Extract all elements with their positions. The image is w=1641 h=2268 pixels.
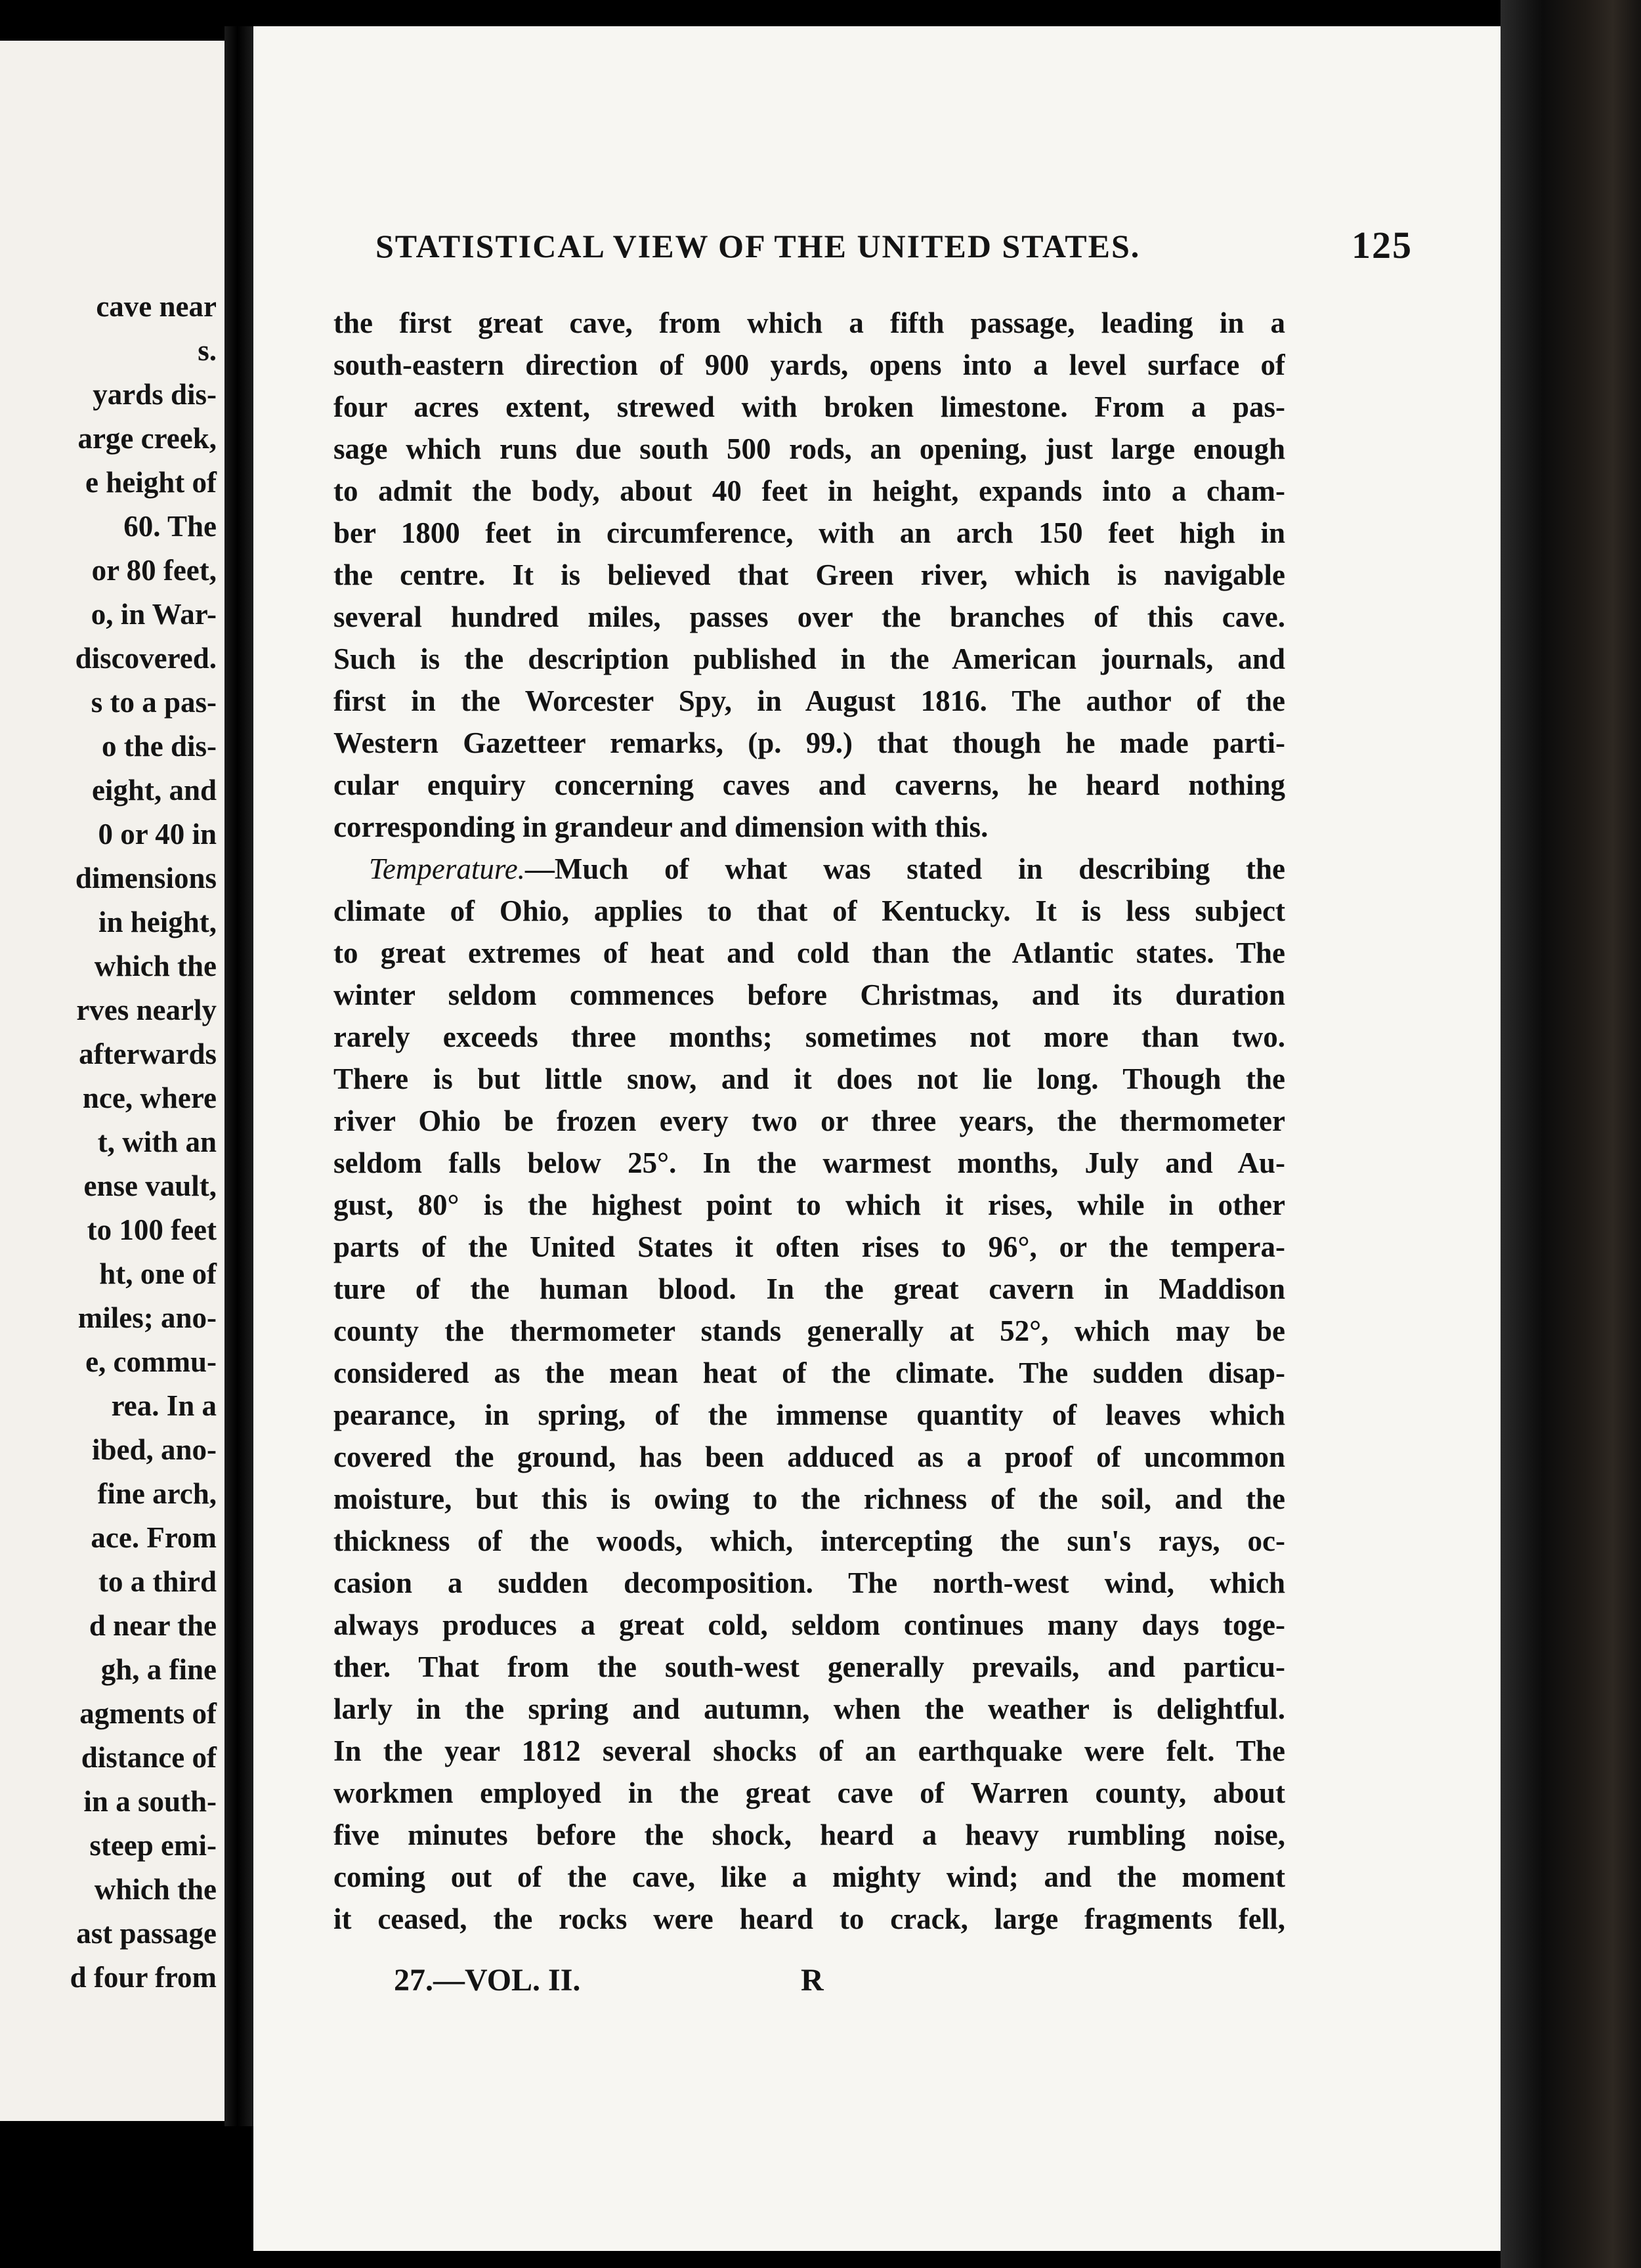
left-line: discovered.: [75, 642, 217, 675]
running-header: [375, 224, 1413, 273]
text-line: climate of Ohio, applies to that of Kentucky. It is less subject: [333, 894, 1285, 927]
left-line: 60. The: [123, 510, 217, 543]
left-line: agments of: [79, 1697, 217, 1730]
text-line: gust, 80° is the highest point to which it rises, while in other: [333, 1188, 1285, 1221]
text-line: In the year 1812 several shocks of an earthquake were felt. The: [333, 1734, 1285, 1767]
left-line: gh, a fine: [100, 1653, 217, 1686]
text-line: it ceased, the rocks were heard to crack, large fragments fell,: [333, 1902, 1285, 1935]
left-line: o, in War-: [91, 598, 217, 631]
text-line: considered as the mean heat of the climate. The sudden disap-: [333, 1356, 1285, 1389]
text-line: larly in the spring and autumn, when the weather is delightful.: [333, 1692, 1285, 1725]
text-line: covered the ground, has been adduced as a proof of uncommon: [333, 1440, 1285, 1473]
left-line: to a third: [98, 1565, 217, 1598]
left-line: which the: [94, 1873, 217, 1906]
left-line: s to a pas-: [91, 686, 217, 719]
text-line: moisture, but this is owing to the richness of the soil, and the: [333, 1482, 1285, 1515]
text-line: four acres extent, strewed with broken limestone. From a pas-: [333, 390, 1285, 423]
text-line: several hundred miles, passes over the branches of this cave.: [333, 600, 1285, 633]
text-line: corresponding in grandeur and dimension with this.: [333, 810, 989, 843]
left-line: s.: [198, 334, 217, 367]
left-line: or 80 feet,: [91, 554, 217, 587]
text-line: winter seldom commences before Christmas, and its duration: [333, 978, 1285, 1011]
left-line: cave near: [96, 290, 217, 323]
left-line: nce, where: [82, 1082, 217, 1114]
text-line: sage which runs due south 500 rods, an opening, just large enough: [333, 432, 1285, 465]
text-line: always produces a great cold, seldom continues many days toge-: [333, 1608, 1285, 1641]
signature-footer: [394, 1962, 1313, 2008]
left-line: dimensions: [75, 862, 217, 894]
left-line: rea. In a: [111, 1389, 217, 1422]
text-line: parts of the United States it often rises to 96°, or the tempera-: [333, 1230, 1285, 1263]
left-line: t, with an: [97, 1125, 217, 1158]
left-line: miles; ano-: [77, 1301, 217, 1334]
left-line: ht, one of: [99, 1257, 217, 1290]
left-line: to 100 feet: [87, 1213, 217, 1246]
left-line: ense vault,: [83, 1169, 217, 1202]
text-line-rest: —Much of what was stated in describing the: [524, 852, 1285, 885]
text-line: to admit the body, about 40 feet in height, expands into a cham-: [333, 474, 1285, 507]
text-line: south-eastern direction of 900 yards, opens into a level surface of: [333, 348, 1285, 381]
text-line: ber 1800 feet in circumference, with an arch 150 feet high in: [333, 516, 1285, 549]
text-line: casion a sudden decomposition. The north-west wind, which: [333, 1566, 1285, 1599]
running-title: STATISTICAL VIEW OF THE UNITED STATES.: [375, 228, 1141, 264]
text-line: river Ohio be frozen every two or three years, the thermometer: [333, 1104, 1285, 1137]
left-line: d four from: [70, 1961, 217, 1994]
left-line: yards dis-: [93, 378, 217, 411]
temperature-heading: Temperature.: [369, 852, 525, 885]
body-text: [333, 302, 1285, 1940]
left-line: e height of: [85, 466, 217, 499]
text-line: workmen employed in the great cave of Warren county, about: [333, 1776, 1285, 1809]
text-line: the centre. It is believed that Green river, which is navigable: [333, 558, 1285, 591]
text-line: coming out of the cave, like a mighty wind; and the moment: [333, 1860, 1285, 1893]
left-page-fragment: [0, 41, 224, 2121]
left-line: afterwards: [79, 1038, 217, 1070]
left-line: d near the: [89, 1609, 217, 1642]
left-line: ast passage: [76, 1917, 217, 1950]
left-page-lines: [0, 285, 222, 2000]
left-line: ace. From: [91, 1521, 217, 1554]
left-line: in height,: [98, 906, 217, 938]
left-line: in a south-: [83, 1785, 217, 1818]
text-line: thickness of the woods, which, intercepting the sun's rays, oc-: [333, 1524, 1285, 1557]
left-line: ibed, ano-: [91, 1433, 217, 1466]
paragraph-start-line: [333, 848, 1285, 890]
text-line: ther. That from the south-west generally prevails, and particu-: [333, 1650, 1285, 1683]
left-line: which the: [94, 950, 217, 982]
left-line: fine arch,: [97, 1477, 217, 1510]
text-line: Such is the description published in the American journals, and: [333, 642, 1285, 675]
text-line: ture of the human blood. In the great cavern in Maddison: [333, 1272, 1285, 1305]
left-line: 0 or 40 in: [98, 818, 217, 850]
text-line: seldom falls below 25°. In the warmest months, July and Au-: [333, 1146, 1285, 1179]
left-line: arge creek,: [77, 422, 217, 455]
text-line: county the thermometer stands generally at 52°, which may be: [333, 1314, 1285, 1347]
text-line: to great extremes of heat and cold than the Atlantic states. The: [333, 936, 1285, 969]
book-fore-edge: [1501, 0, 1641, 2268]
left-line: rves nearly: [76, 994, 217, 1026]
text-line: Western Gazetteer remarks, (p. 99.) that though he made parti-: [333, 726, 1285, 759]
volume-signature: 27.—VOL. II.: [394, 1963, 581, 1998]
left-line: steep emi-: [89, 1829, 217, 1862]
text-line: the first great cave, from which a fifth passage, leading in a: [333, 306, 1285, 339]
gathering-signature: R: [801, 1963, 824, 1998]
text-line: pearance, in spring, of the immense quantity of leaves which: [333, 1398, 1285, 1431]
left-line: o the dis-: [101, 730, 217, 763]
book-gutter: [224, 26, 253, 2126]
left-line: eight, and: [91, 774, 217, 807]
page-number: 125: [1352, 224, 1413, 266]
left-line: distance of: [81, 1741, 217, 1774]
text-line: first in the Worcester Spy, in August 1816. The author of the: [333, 684, 1285, 717]
text-line: cular enquiry concerning caves and caverns, he heard nothing: [333, 768, 1285, 801]
text-line: There is but little snow, and it does not lie long. Though the: [333, 1062, 1285, 1095]
text-line: rarely exceeds three months; sometimes not more than two.: [333, 1020, 1285, 1053]
text-line: five minutes before the shock, heard a heavy rumbling noise,: [333, 1818, 1285, 1851]
right-page: [253, 26, 1501, 2251]
left-line: e, commu-: [85, 1345, 217, 1378]
